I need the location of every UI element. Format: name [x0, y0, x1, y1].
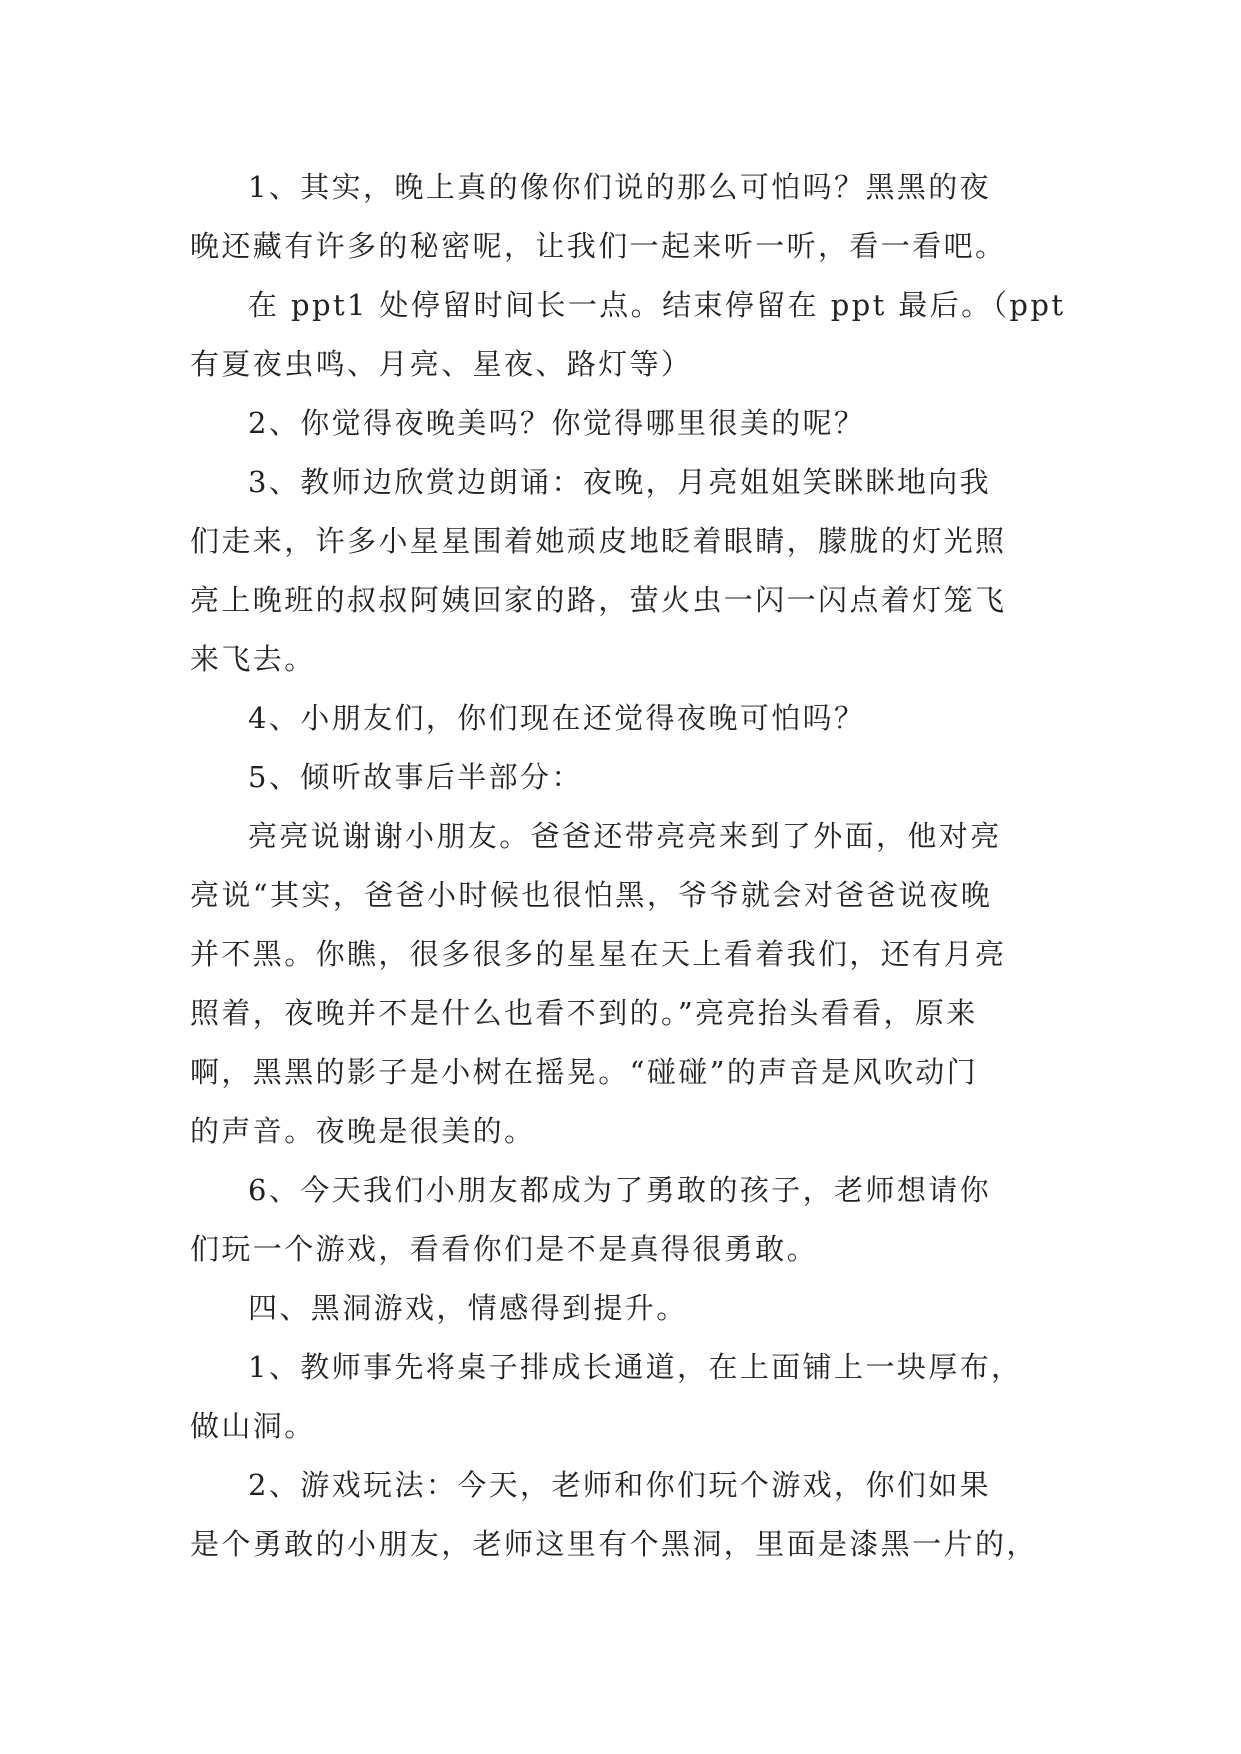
- document-body: [190, 158, 1066, 1574]
- text-line: 4、小朋友们，你们现在还觉得夜晚可怕吗？: [248, 701, 866, 735]
- text-line: 的声音。夜晚是很美的。: [190, 1114, 536, 1148]
- text-line: 做山洞。: [190, 1409, 316, 1443]
- text-line: 在 ppt1 处停留时间长一点。结束停留在 ppt 最后。（ppt: [248, 288, 1066, 322]
- text-line: 3、教师边欣赏边朗诵：夜晚，月亮姐姐笑眯眯地向我: [248, 465, 992, 499]
- text-line: 2、你觉得夜晚美吗？你觉得哪里很美的呢？: [248, 406, 866, 440]
- text-line: 啊，黑黑的影子是小树在摇晃。“碰碰”的声音是风吹动门: [190, 1055, 979, 1089]
- text-line: 们玩一个游戏，看看你们是不是真得很勇敢。: [190, 1232, 819, 1266]
- text-line: 照着，夜晚并不是什么也看不到的。”亮亮抬头看看，原来: [190, 996, 978, 1030]
- text-line: 亮说“其实，爸爸小时候也很怕黑，爷爷就会对爸爸说夜晚: [190, 878, 993, 912]
- text-line: 晚还藏有许多的秘密呢，让我们一起来听一听，看一看吧。: [190, 229, 1007, 263]
- text-line: 是个勇敢的小朋友，老师这里有个黑洞，里面是漆黑一片的，: [190, 1527, 1038, 1561]
- text-line: 有夏夜虫鸣、月亮、星夜、路灯等）: [190, 347, 693, 381]
- text-line: 1、其实，晚上真的像你们说的那么可怕吗？黑黑的夜: [248, 170, 992, 204]
- text-line: 四、黑洞游戏，情感得到提升。: [248, 1291, 688, 1325]
- text-line: 并不黑。你瞧，很多很多的星星在天上看着我们，还有月亮: [190, 937, 1007, 971]
- text-line: 们走来，许多小星星围着她顽皮地眨着眼睛，朦胧的灯光照: [190, 524, 1007, 558]
- text-line: 1、教师事先将桌子排成长通道，在上面铺上一块厚布，: [248, 1350, 1023, 1384]
- text-line: 亮亮说谢谢小朋友。爸爸还带亮亮来到了外面，他对亮: [248, 819, 1002, 853]
- text-line: 6、今天我们小朋友都成为了勇敢的孩子，老师想请你: [248, 1173, 992, 1207]
- text-line: 来飞去。: [190, 642, 316, 676]
- text-line: 2、游戏玩法：今天，老师和你们玩个游戏，你们如果: [248, 1468, 992, 1502]
- text-line: 5、倾听故事后半部分：: [248, 760, 583, 794]
- text-line: 亮上晚班的叔叔阿姨回家的路，萤火虫一闪一闪点着灯笼飞: [190, 583, 1007, 617]
